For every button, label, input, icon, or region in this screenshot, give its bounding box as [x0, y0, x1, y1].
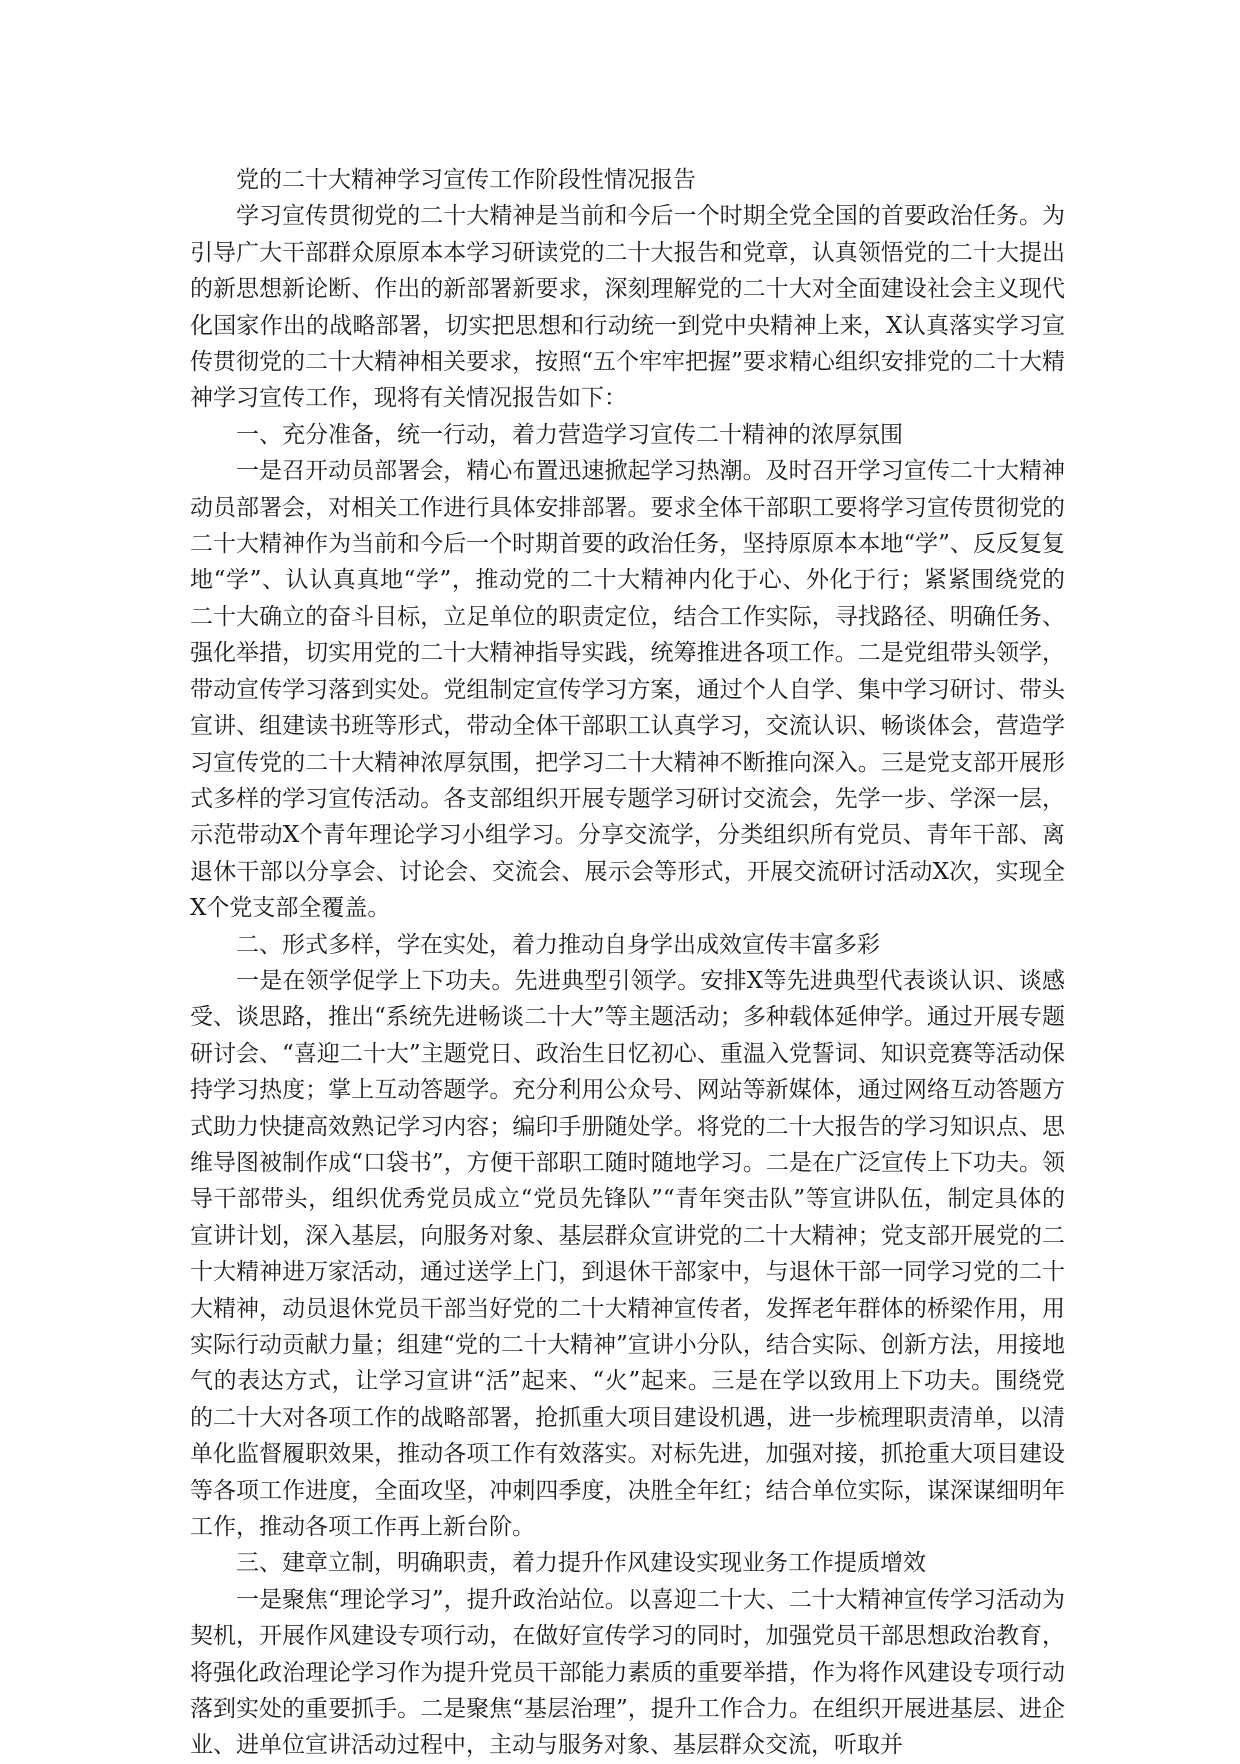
section-heading-1: 一、充分准备，统一行动，着力营造学习宣传二十精神的浓厚氛围	[236, 421, 903, 448]
section-heading-3: 三、建章立制，明确职责，着力提升作风建设实现业务工作提质增效	[236, 1550, 926, 1577]
section-2-paragraph: 一是在领学促学上下功夫。先进典型引领学。安排X等先进典型代表谈认识、谈感受、谈思路，推出“系统先进畅谈二十大”等主题活动；多种载体延伸学。通过开展专题研讨会、“喜迎二十大”主题党日、政治生日忆初心、重温入党誓词、知识竞赛等活动保持学习热度；掌上互动答题学。充分利用公众号、网站等新媒体，通过网络互动答题方式助力快捷高效熟记学习内容；编印手册随处学。将党的二十大报告的学习知识点、思维导图被制作成“口袋书”，方便干部职工随时随地学习。二是在广泛宣传上下功夫。领导干部带头，组织优秀党员成立“党员先锋队”“青年突击队”等宣讲队伍，制定具体的宣讲计划，深入基层，向服务对象、基层群众宣讲党的二十大精神；党支部开展党的二十大精神进万家活动，通过送学上门，到退休干部家中，与退休干部一同学习党的二十大精神，动员退休党员干部当好党的二十大精神宣传者，发挥老年群体的桥梁作用，用实际行动贡献力量；组建“党的二十大精神”宣讲小分队，结合实际、创新方法，用接地气的表达方式，让学习宣讲“活”起来、“火”起来。三是在学以致用上下功夫。围绕党的二十大对各项工作的战略部署，抢抓重大项目建设机遇，进一步梳理职责清单，以清单化监督履职效果，推动各项工作有效落实。对标先进，加强对接，抓抢重大项目建设等各项工作进度，全面攻坚，冲刺四季度，决胜全年红；结合单位实际，谋深谋细明年工作，推动各项工作再上新台阶。	[190, 967, 1065, 1541]
document-title: 党的二十大精神学习宣传工作阶段性情况报告	[236, 167, 696, 193]
intro-paragraph: 学习宣传贯彻党的二十大精神是当前和今后一个时期全党全国的首要政治任务。为引导广大干部群众原原本本学习研读党的二十大报告和党章，认真领悟党的二十大提出的新思想新论断、作出的新部署新要求，深刻理解党的二十大对全面建设社会主义现代化国家作出的战略部署，切实把思想和行动统一到党中央精神上来，X认真落实学习宣传贯彻党的二十大精神相关要求，按照“五个牢牢把握”要求精心组织安排党的二十大精神学习宣传工作，现将有关情况报告如下：	[190, 203, 1065, 412]
section-1-paragraph: 一是召开动员部署会，精心布置迅速掀起学习热潮。及时召开学习宣传二十大精神动员部署会，对相关工作进行具体安排部署。要求全体干部职工要将学习宣传贯彻党的二十大精神作为当前和今后一个时期首要的政治任务，坚持原原本本地“学”、反反复复地“学”、认认真真地“学”，推动党的二十大精神内化于心、外化于行；紧紧围绕党的二十大确立的奋斗目标，立足单位的职责定位，结合工作实际，寻找路径、明确任务、强化举措，切实用党的二十大精神指导实践，统筹推进各项工作。二是党组带头领学，带动宣传学习落到实处。党组制定宣传学习方案，通过个人自学、集中学习研讨、带头宣讲、组建读书班等形式，带动全体干部职工认真学习，交流认识、畅谈体会，营造学习宣传党的二十大精神浓厚氛围，把学习二十大精神不断推向深入。三是党支部开展形式多样的学习宣传活动。各支部组织开展专题学习研讨交流会，先学一步、学深一层，示范带动X个青年理论学习小组学习。分享交流学，分类组织所有党员、青年干部、离退休干部以分享会、讨论会、交流会、展示会等形式，开展交流研讨活动X次，实现全X个党支部全覆盖。	[190, 458, 1065, 922]
document-body	[190, 162, 1065, 1764]
section-3-paragraph: 一是聚焦“理论学习”，提升政治站位。以喜迎二十大、二十大精神宣传学习活动为契机，开展作风建设专项行动，在做好宣传学习的同时，加强党员干部思想政治教育，将强化政治理论学习作为提升党员干部能力素质的重要举措，作为将作风建设专项行动落到实处的重要抓手。二是聚焦“基层治理”，提升工作合力。在组织开展进基层、进企业、进单位宣讲活动过程中，主动与服务对象、基层群众交流，听取并	[190, 1586, 1065, 1759]
section-heading-2: 二、形式多样，学在实处，着力推动自身学出成效宣传丰富多彩	[236, 931, 880, 958]
